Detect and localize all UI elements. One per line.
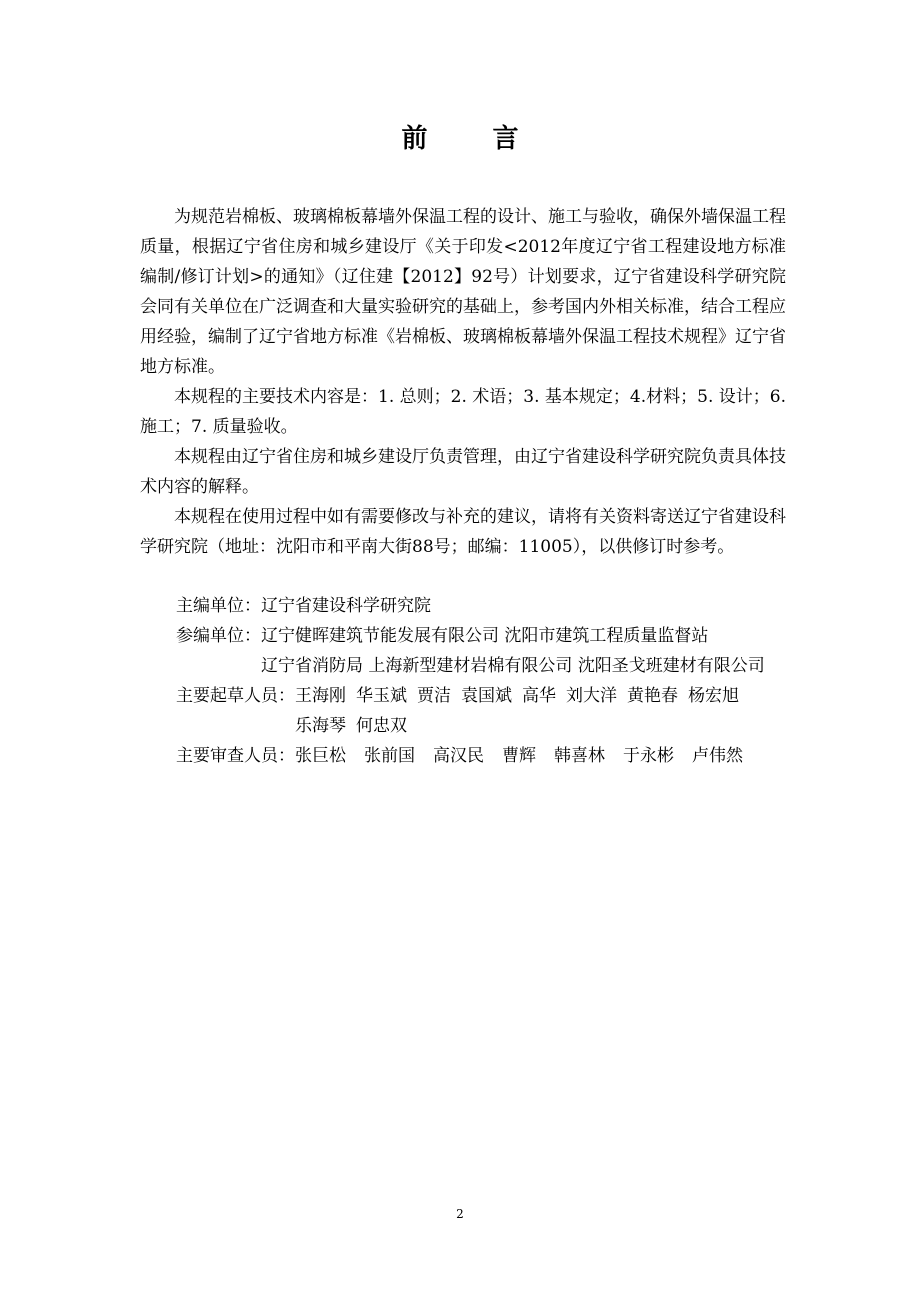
drafters-label: 主要起草人员： (176, 686, 295, 706)
reviewer-name: 高汉民 (433, 746, 484, 766)
co-editors-row (176, 621, 796, 681)
chief-editor-label: 主编单位： (176, 596, 261, 616)
paragraph-management: 本规程由辽宁省住房和城乡建设厅负责管理，由辽宁省建设科学研究院负责具体技术内容的解释。 (140, 447, 786, 497)
reviewer-name: 张巨松 (295, 746, 346, 766)
drafter-name: 高华 (522, 686, 556, 706)
chief-editor-row (176, 591, 796, 621)
co-editor-item: 辽宁省消防局 (261, 656, 363, 676)
drafter-name: 黄艳春 (627, 686, 678, 706)
page-number: 2 (456, 1207, 464, 1221)
drafter-name: 贾洁 (417, 686, 451, 706)
credits-section (176, 591, 796, 771)
chief-editor-value: 辽宁省建设科学研究院 (261, 596, 431, 616)
reviewer-name: 曹辉 (502, 746, 536, 766)
reviewer-name: 于永彬 (623, 746, 674, 766)
reviewer-name: 卢伟然 (692, 746, 743, 766)
reviewer-name: 韩喜林 (554, 746, 605, 766)
preface-body (140, 202, 786, 562)
drafters-row (176, 681, 796, 741)
page-title: 前 言 (401, 124, 547, 154)
co-editors-label: 参编单位： (176, 626, 261, 646)
drafter-name: 杨宏旭 (688, 686, 739, 706)
co-editors-list (261, 621, 796, 681)
drafter-name: 何忠双 (356, 716, 407, 736)
drafter-name: 刘大洋 (566, 686, 617, 706)
paragraph-contents: 本规程的主要技术内容是：1. 总则；2. 术语；3. 基本规定；4.材料；5. 设计；6. 施工；7. 质量验收。 (140, 387, 786, 437)
reviewers-row (176, 741, 796, 771)
drafter-name: 乐海琴 (295, 716, 346, 736)
paragraph-feedback: 本规程在使用过程中如有需要修改与补充的建议，请将有关资料寄送辽宁省建设科学研究院（地址：沈阳市和平南大街88号；邮编：11005），以供修订时参考。 (140, 507, 786, 557)
co-editor-item: 辽宁健晖建筑节能发展有限公司 (261, 626, 499, 646)
drafter-name: 王海刚 (295, 686, 346, 706)
drafter-name: 袁国斌 (461, 686, 512, 706)
drafter-name: 华玉斌 (356, 686, 407, 706)
paragraph-purpose: 为规范岩棉板、玻璃棉板幕墙外保温工程的设计、施工与验收，确保外墙保温工程质量，根据辽宁省住房和城乡建设厅《关于印发<2012年度辽宁省工程建设地方标准编制/修订计划>的通知》（辽住建【2012】92号）计划要求，辽宁省建设科学研究院会同有关单位在广泛调查和大量实验研究的基础上，参考国内外相关标准，结合工程应用经验，编制了辽宁省地方标准《岩棉板、玻璃棉板幕墙外保温工程技术规程》辽宁省地方标准。 (140, 207, 786, 377)
co-editor-item: 上海新型建材岩棉有限公司 (368, 656, 573, 676)
reviewers-list (295, 741, 796, 771)
drafters-list (295, 681, 796, 741)
reviewers-label: 主要审查人员： (176, 746, 295, 766)
co-editor-item: 沈阳市建筑工程质量监督站 (504, 626, 709, 646)
reviewer-name: 张前国 (364, 746, 415, 766)
co-editor-item: 沈阳圣戈班建材有限公司 (577, 656, 765, 676)
